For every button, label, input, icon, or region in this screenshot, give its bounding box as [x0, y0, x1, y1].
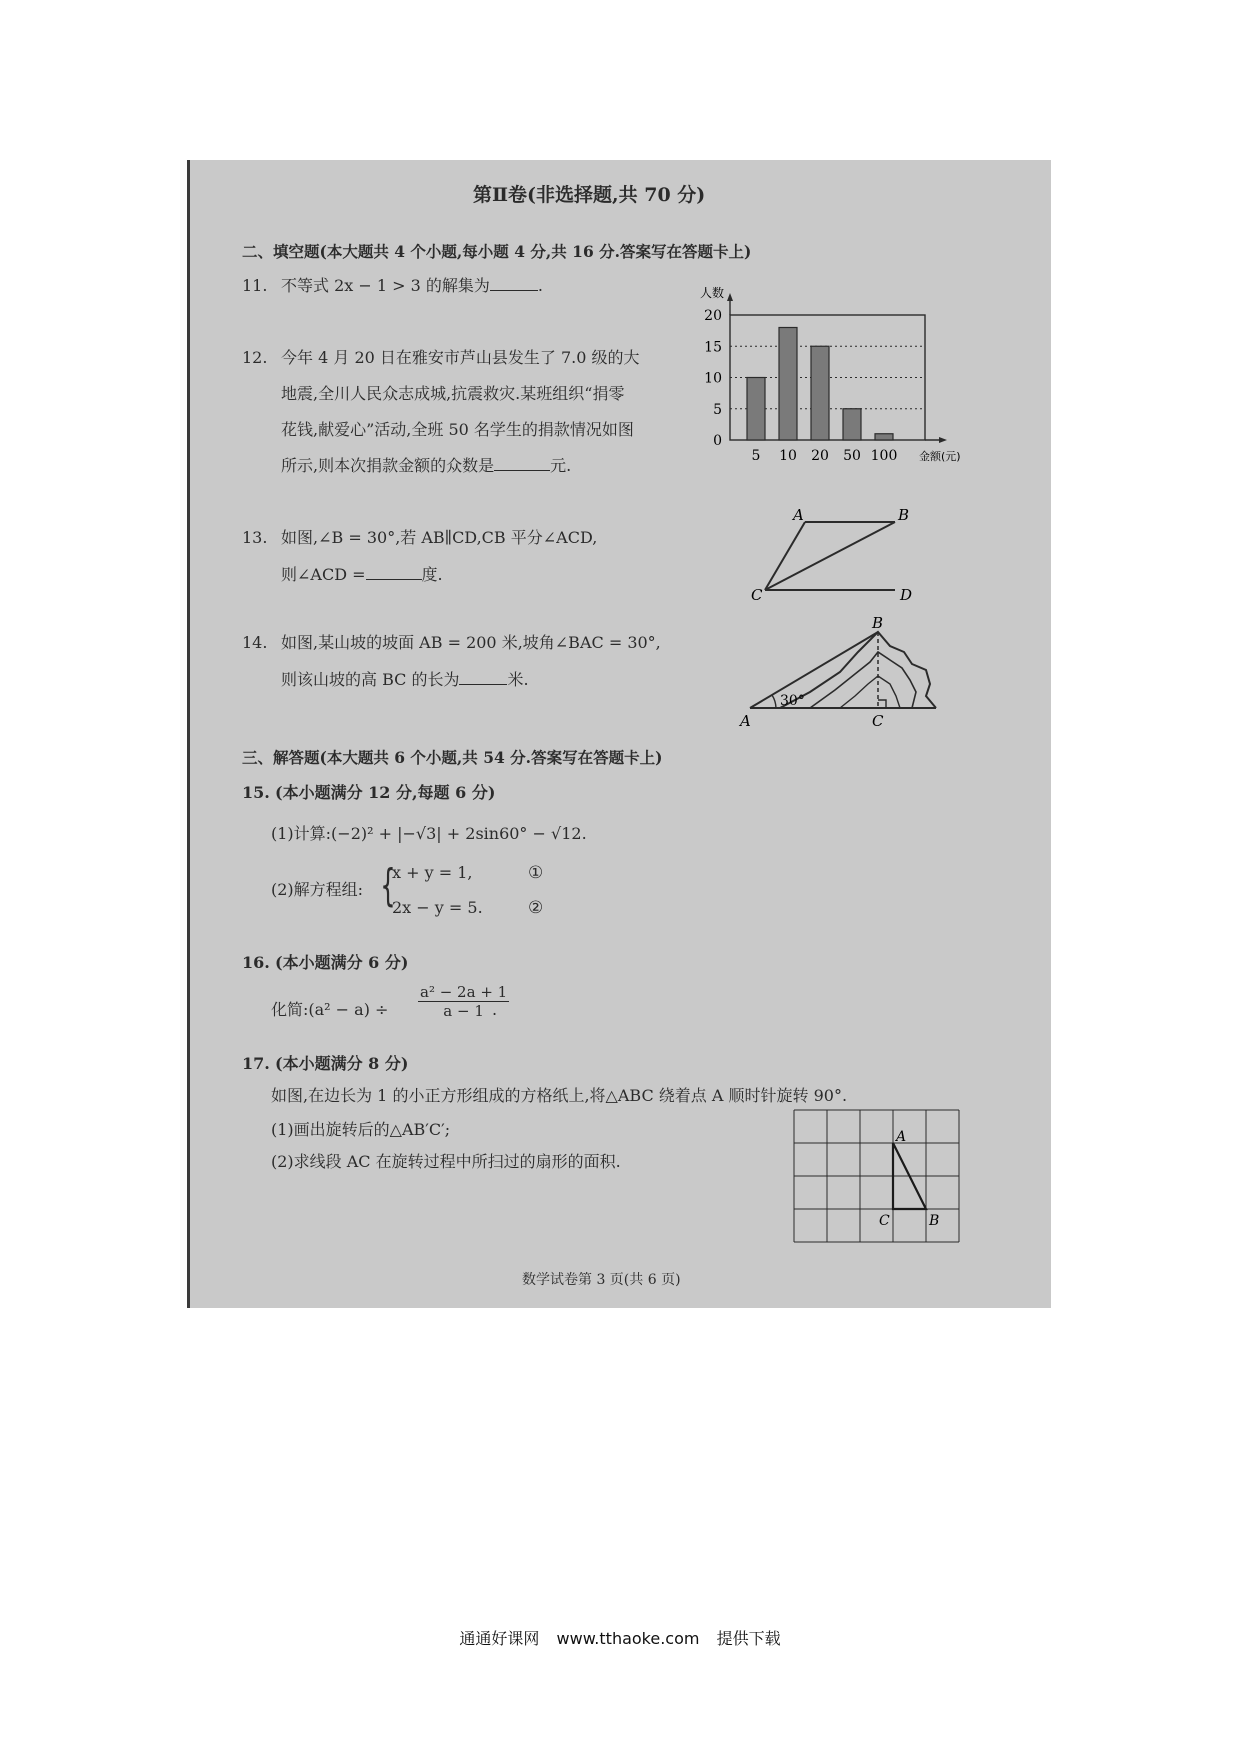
- q13-tail: 度.: [421, 565, 443, 584]
- q13-answer-blank: [366, 565, 422, 580]
- q17-line1: 如图,在边长为 1 的小正方形组成的方格纸上,将△ABC 绕着点 A 顺时针旋转 90°.: [271, 1086, 848, 1105]
- section2-heading: 二、填空题(本大题共 4 个小题,每小题 4 分,共 16 分.答案写在答题卡上): [242, 242, 752, 261]
- q14-tail: 米.: [507, 670, 529, 689]
- q13-label-d: D: [900, 586, 913, 604]
- q15-number: 15.: [242, 783, 270, 802]
- q13-number: 13.: [242, 528, 268, 547]
- q11-number: 11.: [242, 276, 268, 295]
- grid-label-c: C: [879, 1213, 890, 1229]
- chart-bar: [875, 434, 893, 440]
- q14-number: 14.: [242, 633, 268, 652]
- chart-bar: [779, 328, 797, 441]
- q14-label-b: B: [872, 614, 884, 632]
- chart-bar: [811, 346, 829, 440]
- q14-line2: 则该山坡的高 BC 的长为: [281, 670, 460, 689]
- chart-xlabel: 金额(元): [919, 450, 961, 463]
- paper-edge: [187, 160, 190, 1308]
- q17-number: 17.: [242, 1054, 270, 1073]
- q16-title: (本小题满分 6 分): [275, 953, 409, 972]
- q13-parallel-figure: [745, 508, 955, 608]
- q15-mark1: ①: [528, 863, 544, 883]
- chart-bar: [843, 409, 861, 440]
- q14-line2-wrap: [281, 670, 529, 690]
- q11-text: 不等式 2x − 1 > 3 的解集为: [281, 276, 490, 295]
- q12-answer-blank: [494, 456, 550, 471]
- q12-line3: 花钱,献爱心”活动,全班 50 名学生的捐款情况如图: [281, 420, 634, 439]
- chart-ytick-label: 10: [704, 370, 722, 387]
- q14-line1: 如图,某山坡的坡面 AB = 200 米,坡角∠BAC = 30°,: [281, 633, 661, 652]
- q13-label-b: B: [898, 506, 910, 524]
- q15-title: (本小题满分 12 分,每题 6 分): [275, 783, 496, 802]
- section3-heading: 三、解答题(本大题共 6 个小题,共 54 分.答案写在答题卡上): [242, 748, 663, 767]
- q17-line2: (1)画出旋转后的△AB′C′;: [271, 1120, 451, 1139]
- q13-label-a: A: [793, 506, 804, 524]
- q11-tail: .: [537, 276, 543, 295]
- q17-line3: (2)求线段 AC 在旋转过程中所扫过的扇形的面积.: [271, 1152, 621, 1171]
- q14-slope-figure: [740, 612, 950, 732]
- site-suffix: 提供下载: [716, 1629, 781, 1648]
- q14-angle-label: 30°: [780, 693, 805, 709]
- chart-xtick-label: 10: [779, 448, 797, 464]
- site-url: www.tthaoke.com: [556, 1629, 700, 1648]
- q12-line4: 所示,则本次捐款金额的众数是: [281, 456, 495, 475]
- q11-question: [281, 276, 543, 296]
- q14-answer-blank: [459, 670, 507, 685]
- q15-eq2: 2x − y = 5.: [392, 898, 483, 917]
- grid-label-b: B: [929, 1213, 940, 1229]
- donation-bar-chart: [690, 285, 970, 465]
- q17-grid-figure: [792, 1108, 962, 1240]
- chart-ytick-label: 0: [713, 433, 722, 449]
- q12-line4-wrap: [281, 456, 571, 476]
- chart-xtick-label: 5: [751, 448, 761, 464]
- site-name: 通通好课网: [459, 1629, 540, 1648]
- q16-number: 16.: [242, 953, 270, 972]
- q12-tail: 元.: [550, 456, 572, 475]
- q14-label-a: A: [740, 712, 751, 730]
- q16-denominator: a − 1: [443, 1002, 484, 1020]
- chart-xtick-label: 20: [811, 448, 829, 464]
- q16-numerator: a² − 2a + 1: [420, 983, 508, 1001]
- q16-tail: .: [492, 1000, 498, 1019]
- page-footer: 数学试卷第 3 页(共 6 页): [522, 1272, 681, 1288]
- q15-mark2: ②: [528, 898, 544, 918]
- chart-x-axis-arrow: [939, 437, 947, 443]
- chart-bar: [747, 378, 765, 441]
- q15-system-brace: {: [380, 860, 396, 911]
- q15-part1: (1)计算:(−2)² + |−√3| + 2sin60° − √12.: [271, 824, 587, 843]
- chart-y-axis-arrow: [727, 293, 733, 301]
- q15-part2-label: (2)解方程组:: [271, 880, 364, 899]
- q14-label-c: C: [872, 712, 884, 730]
- page-title: 第Ⅱ卷(非选择题,共 70 分): [473, 184, 706, 206]
- q12-line1: 今年 4 月 20 日在雅安市芦山县发生了 7.0 级的大: [281, 348, 640, 367]
- site-footer: [0, 1626, 1240, 1649]
- chart-ytick-label: 20: [704, 308, 722, 324]
- q13-line2-wrap: [281, 565, 443, 585]
- q16-prefix: 化简:(a² − a) ÷: [271, 1000, 389, 1019]
- chart-xtick-label: 50: [843, 448, 861, 464]
- grid-label-a: A: [896, 1129, 907, 1145]
- q13-line1: 如图,∠B = 30°,若 AB∥CD,CB 平分∠ACD,: [281, 528, 598, 547]
- q12-line2: 地震,全川人民众志成城,抗震救灾.某班组织“捐零: [281, 384, 625, 403]
- chart-ytick-label: 5: [713, 401, 722, 418]
- q11-answer-blank: [490, 276, 538, 291]
- q13-line2: 则∠ACD =: [281, 565, 366, 584]
- chart-ylabel: 人数: [700, 286, 725, 300]
- q17-title: (本小题满分 8 分): [275, 1054, 409, 1073]
- q15-eq1: x + y = 1,: [392, 863, 473, 882]
- chart-xtick-label: 100: [870, 448, 898, 464]
- q12-number: 12.: [242, 348, 268, 367]
- q13-label-c: C: [751, 586, 763, 604]
- chart-ytick-label: 15: [704, 339, 722, 356]
